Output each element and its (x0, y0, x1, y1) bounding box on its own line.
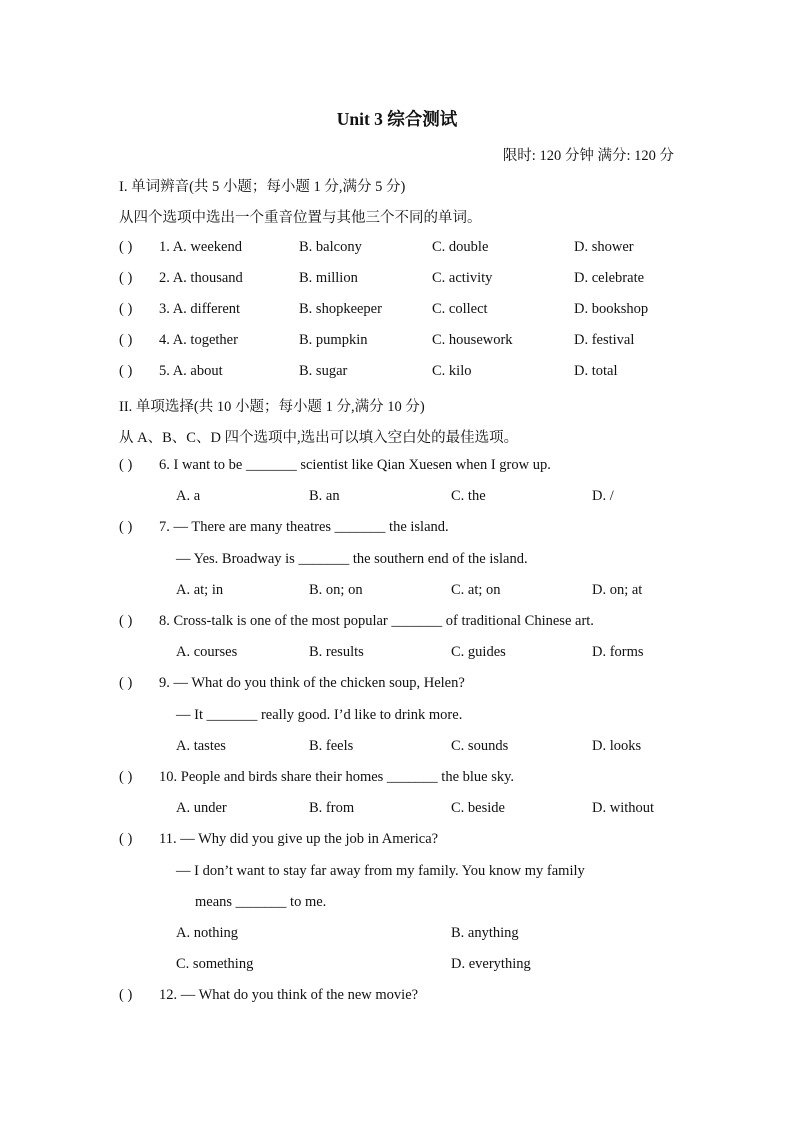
answer-blank: ( ) (119, 239, 133, 255)
option-b: B. million (299, 270, 358, 286)
question-stem: 4. A. together (159, 332, 238, 348)
option-d: D. shower (574, 239, 634, 255)
option-d: D. on; at (592, 582, 643, 598)
option-c: C. beside (451, 800, 505, 816)
option-d: D. festival (574, 332, 635, 348)
option-c: C. something (176, 956, 254, 972)
option-b: B. from (309, 800, 355, 816)
section-1-heading: I. 单词辨音(共 5 小题；每小题 1 分,满分 5 分) (119, 179, 406, 195)
option-a: A. tastes (176, 738, 226, 754)
question-stem: 9. — What do you think of the chicken soup, Helen? (159, 675, 465, 691)
option-b: B. shopkeeper (299, 301, 382, 317)
option-c: C. housework (432, 332, 513, 348)
option-d: D. forms (592, 644, 644, 660)
option-b: B. balcony (299, 239, 362, 255)
option-c: C. at; on (451, 582, 501, 598)
question-stem: 3. A. different (159, 301, 241, 317)
question-line: means _______ to me. (195, 894, 327, 910)
option-c: C. guides (451, 644, 506, 660)
option-d: D. / (592, 488, 614, 504)
answer-blank: ( ) (119, 613, 133, 629)
question-stem: 1. A. weekend (159, 239, 242, 255)
option-c: C. activity (432, 270, 493, 286)
option-c: C. the (451, 488, 486, 504)
option-b: B. feels (309, 738, 354, 754)
answer-blank: ( ) (119, 831, 133, 847)
answer-blank: ( ) (119, 987, 133, 1003)
answer-blank: ( ) (119, 363, 133, 379)
question-stem: 8. Cross-talk is one of the most popular _______ of traditional Chinese art. (159, 613, 594, 629)
option-b: B. on; on (309, 582, 363, 598)
question-line: — I don’t want to stay far away from my family. You know my family (176, 863, 585, 879)
option-d: D. total (574, 363, 618, 379)
option-b: B. pumpkin (299, 332, 368, 348)
option-a: A. at; in (176, 582, 224, 598)
answer-blank: ( ) (119, 519, 133, 535)
option-d: D. bookshop (574, 301, 649, 317)
section-2-instruction: 从 A、B、C、D 四个选项中,选出可以填入空白处的最佳选项。 (119, 430, 519, 446)
answer-blank: ( ) (119, 769, 133, 785)
option-a: A. courses (176, 644, 238, 660)
answer-blank: ( ) (119, 457, 133, 473)
question-stem: 10. People and birds share their homes _______ the blue sky. (159, 769, 515, 785)
option-b: B. anything (451, 925, 519, 941)
answer-blank: ( ) (119, 332, 133, 348)
question-stem: 5. A. about (159, 363, 223, 379)
section-2-heading: II. 单项选择(共 10 小题；每小题 1 分,满分 10 分) (119, 399, 425, 415)
section-1-instruction: 从四个选项中选出一个重音位置与其他三个不同的单词。 (119, 210, 482, 226)
option-b: B. an (309, 488, 340, 504)
option-c: C. collect (432, 301, 488, 317)
option-a: A. under (176, 800, 227, 816)
time-limit: 限时: 120 分钟 满分: 120 分 (502, 148, 674, 164)
question-stem: 6. I want to be _______ scientist like Qian Xuesen when I grow up. (159, 457, 551, 473)
option-b: B. sugar (299, 363, 348, 379)
option-c: C. sounds (451, 738, 509, 754)
option-a: A. a (176, 488, 201, 504)
option-d: D. without (592, 800, 655, 816)
option-a: A. nothing (176, 925, 239, 941)
page-title: Unit 3 综合测试 (336, 109, 458, 129)
question-stem: 11. — Why did you give up the job in America? (159, 831, 439, 847)
option-c: C. double (432, 239, 489, 255)
option-c: C. kilo (432, 363, 472, 379)
option-d: D. everything (451, 956, 531, 972)
question-line: — Yes. Broadway is _______ the southern end of the island. (176, 551, 528, 567)
option-d: D. celebrate (574, 270, 645, 286)
question-stem: 7. — There are many theatres _______ the island. (159, 519, 449, 535)
option-b: B. results (309, 644, 364, 660)
answer-blank: ( ) (119, 675, 133, 691)
question-stem: 2. A. thousand (159, 270, 243, 286)
answer-blank: ( ) (119, 301, 133, 317)
question-line: — It _______ really good. I’d like to drink more. (176, 707, 463, 723)
question-stem: 12. — What do you think of the new movie? (159, 987, 419, 1003)
answer-blank: ( ) (119, 270, 133, 286)
option-d: D. looks (592, 738, 642, 754)
